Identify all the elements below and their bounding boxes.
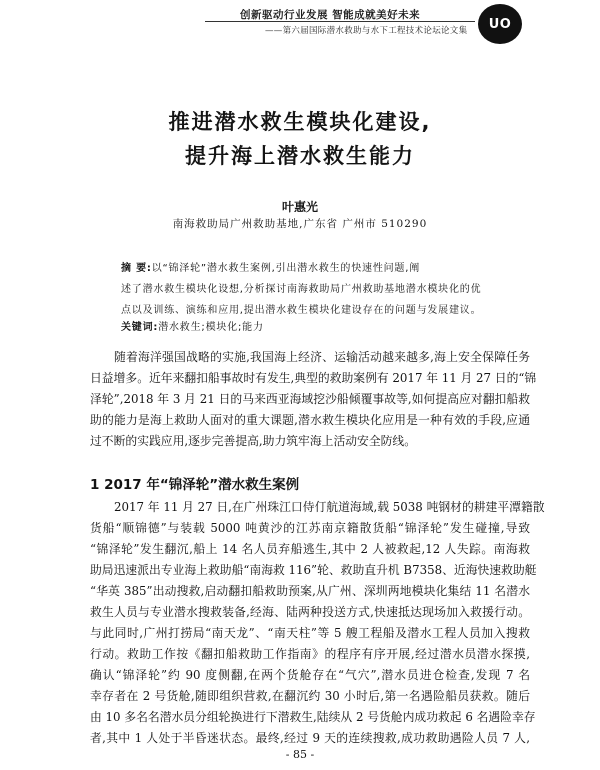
intro-line: 助的能力是海上救助人面对的重大课题,潜水救生模块化应用是一种有效的手段,应通 [90,413,530,427]
intro-line: 日益增多。近年来翻扣船事故时有发生,典型的救助案例有 2017 年 11 月 27 日的“锦 [90,371,537,385]
conference-logo [478,4,522,44]
author-affiliation: 南海救助局广州救助基地,广东省 广州市 510290 [172,218,428,230]
section-heading: 1 2017 年“锦泽轮”潜水救生案例 [90,477,300,493]
body-line: 2017 年 11 月 27 日,在广州珠江口侍仃航道海域,载 5038 吨钢材的耕建平潭籍散 [114,500,545,514]
body-line: 者,其中 1 人处于半昏迷状态。最终,经过 9 天的连续搜救,成功救助遇险人员 7 人, [90,731,530,745]
abstract-line-3: 点以及训练、演练和应用,提出潜水救生模块化建设存在的问题与发展建议。 [121,305,482,316]
abstract-line-1 [121,258,521,279]
running-header-title: 创新驱动行业发展 智能成就美好未来 [240,9,421,21]
body-paragraph [90,497,545,749]
intro-line: 泽轮”,2018 年 3 月 21 日的马来西亚海域挖沙船倾覆事故等,如何提高应对翻扣船救 [90,392,530,406]
body-line: 与此同时,广州打捞局“南天龙”、“南天柱”等 5 艘工程船及潜水工程人员加入搜救 [90,626,530,640]
paper-title-line-2: 提升海上潜水救生能力 [185,144,415,168]
body-line: 救生人员与专业潜水搜救装备,经海、陆两种投送方式,快速抵达现场加入救援行动。 [90,605,530,619]
intro-paragraph [90,347,537,452]
paper-title-line-1: 推进潜水救生模块化建设, [168,110,432,134]
keywords-label: 关键词: [121,322,159,333]
running-header-subtitle: ——第六届国际潜水救助与水下工程技术论坛论文集 [265,26,468,36]
abstract-text-1: 以“锦泽轮”潜水救生案例,引出潜水救生的快速性问题,阐 [151,263,421,274]
body-line: 货船“顺锦德”与装载 5000 吨黄沙的江苏南京籍散货船“锦泽轮”发生碰撞,导致 [90,521,530,535]
page-number: - 85 - [285,748,315,761]
body-line: 行动。救助工作按《翻扣船救助工作指南》的程序有序开展,经过潜水员潜水探摸, [90,647,530,661]
body-line: 幸存者在 2 号货舱,随即组织营救,在翻沉约 30 小时后,第一名遇险船员获救。随后 [90,689,530,703]
body-line: 由 10 多名名潜水员分组轮换进行下潜救生,陆续从 2 号货舱内成功救起 6 名遇险幸存 [90,710,536,724]
body-line: 确认“锦泽轮”约 90 度侧翻,在两个货舱存在“气穴”,潜水员进仓检查,发现 7 名 [90,668,530,682]
abstract-line-2: 述了潜水救生模块化设想,分析探讨南海救助局广州救助基地潜水模块化的优 [121,284,482,295]
keywords [121,318,264,333]
author-name: 叶惠光 [281,200,318,214]
intro-line: 过不断的实践应用,逐步完善提高,助力筑牢海上活动安全防线。 [90,434,417,448]
keywords-value: 潜水救生;模块化;能力 [158,322,264,333]
logo-text: UO [488,16,512,32]
body-line: “锦泽轮”发生翻沉,船上 14 名人员弃船逃生,其中 2 人被救起,12 人失踪。南海救 [90,542,530,556]
header-rule [205,21,475,22]
body-line: “华英 385”出动搜救,启动翻扣船救助预案,从广州、深圳两地模块化集结 11 名潜水 [90,584,530,598]
abstract-label: 摘 要: [121,263,152,274]
body-line: 助局迅速派出专业海上救助船“南海救 116”轮、救助直升机 B7358、近海快速救助艇 [90,563,537,577]
intro-line: 随着海洋强国战略的实施,我国海上经济、运输活动越来越多,海上安全保障任务 [114,350,530,364]
